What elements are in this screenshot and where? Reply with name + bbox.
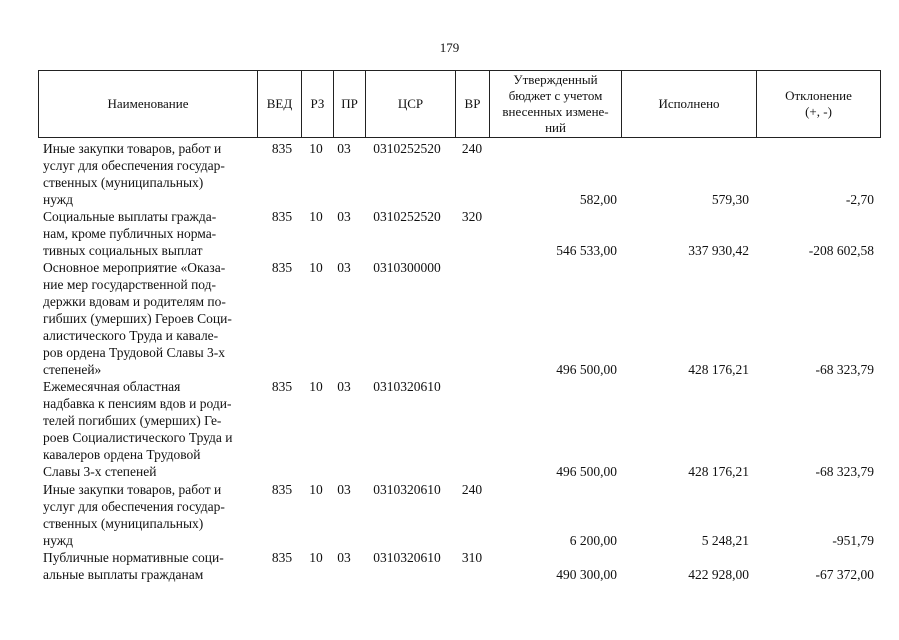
row-name: Иные закупки товаров, работ и услуг для обеспечения государ- ственных (муниципальных) нужд (43, 141, 225, 207)
header-deviation: Отклонение (+, -) (785, 88, 852, 119)
row-deviation: -951,79 (832, 533, 874, 548)
row-pr: 03 (337, 260, 351, 275)
row-deviation: -67 372,00 (815, 567, 874, 582)
row-pr: 03 (337, 209, 351, 224)
row-executed: 428 176,21 (688, 464, 749, 479)
row-csr: 0310320610 (373, 379, 441, 394)
row-approved: 546 533,00 (556, 243, 617, 258)
header-name: Наименование (39, 71, 258, 137)
header-ved: ВЕД (258, 71, 302, 137)
header-pr: ПР (334, 71, 366, 137)
row-vr: 240 (461, 482, 483, 497)
row-executed: 428 176,21 (688, 362, 749, 377)
row-ved: 835 (271, 550, 293, 565)
header-approved: Утвержденный бюджет с учетом внесенных измене- ний (490, 71, 622, 137)
row-ved: 835 (271, 141, 293, 156)
page-number: 179 (439, 40, 460, 55)
row-ved: 835 (271, 379, 293, 394)
row-deviation: -208 602,58 (808, 243, 874, 258)
row-deviation: -68 323,79 (815, 362, 874, 377)
row-csr: 0310320610 (373, 550, 441, 565)
row-csr: 0310300000 (373, 260, 441, 275)
row-pr: 03 (337, 141, 351, 156)
header-csr: ЦСР (366, 71, 456, 137)
row-executed: 337 930,42 (688, 243, 749, 258)
row-vr: 310 (461, 550, 483, 565)
row-ved: 835 (271, 482, 293, 497)
row-pr: 03 (337, 482, 351, 497)
row-name: Социальные выплаты гражда- нам, кроме публичных норма- тивных социальных выплат (43, 209, 217, 258)
row-vr: 320 (461, 209, 483, 224)
row-approved: 496 500,00 (556, 362, 617, 377)
row-rz: 10 (309, 550, 323, 565)
row-ved: 835 (271, 209, 293, 224)
row-csr: 0310252520 (373, 209, 441, 224)
header-rz: РЗ (302, 71, 334, 137)
row-name: Публичные нормативные соци- альные выплаты гражданам (43, 550, 224, 582)
row-executed: 5 248,21 (701, 533, 749, 548)
row-ved: 835 (271, 260, 293, 275)
row-rz: 10 (309, 209, 323, 224)
row-approved: 496 500,00 (556, 464, 617, 479)
row-deviation: -68 323,79 (815, 464, 874, 479)
row-csr: 0310320610 (373, 482, 441, 497)
row-rz: 10 (309, 260, 323, 275)
row-executed: 579,30 (711, 192, 749, 207)
row-pr: 03 (337, 550, 351, 565)
row-rz: 10 (309, 482, 323, 497)
row-approved: 490 300,00 (556, 567, 617, 582)
row-deviation: -2,70 (845, 192, 874, 207)
row-approved: 6 200,00 (569, 533, 617, 548)
row-pr: 03 (337, 379, 351, 394)
row-name: Основное мероприятие «Оказа- ние мер государственной под- держки вдовам и родителям по- гибших (умерших) Героев Соци- алистического Труда и кавале- ров ордена Трудовой Славы 3-х степеней» (43, 260, 232, 377)
row-name: Иные закупки товаров, работ и услуг для обеспечения государ- ственных (муниципальных) нужд (43, 482, 225, 548)
row-approved: 582,00 (579, 192, 617, 207)
row-csr: 0310252520 (373, 141, 441, 156)
header-executed: Исполнено (622, 71, 757, 137)
row-name: Ежемесячная областная надбавка к пенсиям вдов и роди- телей погибших (умерших) Ге- роев Социалистического Труда и кавалеров ордена Трудовой Славы 3-х степеней (43, 379, 233, 479)
row-rz: 10 (309, 141, 323, 156)
row-vr: 240 (461, 141, 483, 156)
header-vr: ВР (456, 71, 490, 137)
row-executed: 422 928,00 (688, 567, 749, 582)
row-rz: 10 (309, 379, 323, 394)
table-header (38, 70, 881, 138)
